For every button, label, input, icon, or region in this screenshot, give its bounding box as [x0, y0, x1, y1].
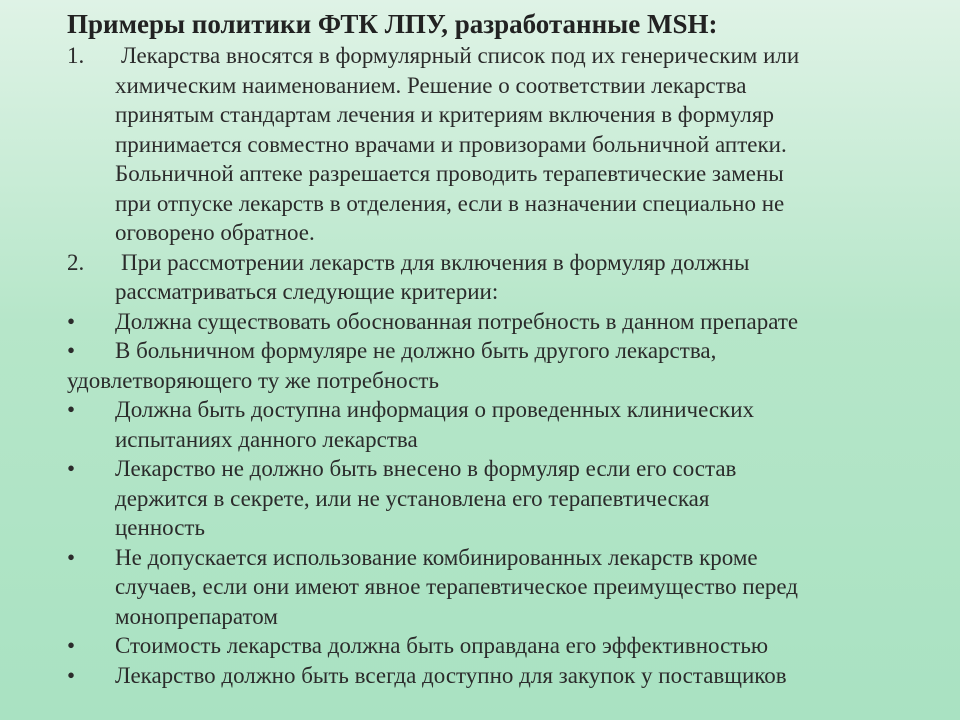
bullet-item [67, 336, 946, 395]
bullet-icon: • [67, 662, 76, 688]
bullet-line: удовлетворяющего ту же потребность [67, 367, 439, 393]
bullet-list [67, 307, 946, 691]
bullet-text: Должна существовать обоснованная потребность в данном препарате [115, 308, 799, 334]
numbered-item-1 [67, 41, 946, 248]
item-line: принимается совместно врачами и провизорами больничной аптеки. [115, 131, 787, 157]
bullet-icon: • [67, 456, 76, 481]
bullet-text: Не допускается использование комбинированных лекарств кроме [115, 544, 758, 570]
bullet-item [67, 543, 946, 632]
bullet-item [67, 395, 946, 454]
item-line: при отпуске лекарств в отделения, если в назначении специально не [115, 190, 785, 216]
bullet-item [67, 454, 946, 543]
bullet-text: Стоимость лекарства должна быть оправдана его эффективностью [115, 633, 769, 658]
bullet-line: случаев, если они имеют явное терапевтическое преимущество перед [115, 574, 799, 599]
bullet-icon: • [67, 633, 76, 658]
item-line: Больничной аптеке разрешается проводить терапевтические замены [115, 161, 784, 186]
bullet-text: Должна быть доступна информация о проведенных клинических [115, 397, 755, 422]
bullet-text: Лекарство не должно быть внесено в формуляр если его состав [115, 456, 737, 481]
item-number: 1. [67, 43, 85, 68]
bullet-item [67, 307, 946, 337]
numbered-item-2 [67, 248, 946, 307]
numbered-list [67, 41, 946, 307]
item-line: рассматриваться следующие критерии: [115, 279, 499, 304]
bullet-line: держится в секрете, или не установлена его терапевтическая [115, 485, 710, 511]
item-number: 2. [67, 249, 85, 275]
item-text [67, 41, 946, 71]
bullet-icon: • [67, 544, 76, 570]
bullet-line: ценность [115, 515, 205, 540]
bullet-item [67, 631, 946, 661]
item-line: химическим наименованием. Решение о соответствии лекарства [115, 72, 747, 98]
item-text [67, 248, 946, 278]
bullet-item [67, 661, 946, 691]
bullet-text: В больничном формуляре не должно быть другого лекарства, [115, 338, 717, 363]
item-line: Лекарства вносятся в формулярный список под их генерическим или [121, 43, 800, 68]
item-line: оговорено обратное. [115, 220, 315, 245]
bullet-line: монопрепаратом [115, 603, 278, 629]
slide-title: Примеры политики ФТК ЛПУ, разработанные MSH: [67, 9, 718, 39]
bullet-icon: • [67, 397, 76, 422]
bullet-icon: • [67, 338, 76, 363]
item-line: принятым стандартам лечения и критериям включения в формуляр [115, 102, 774, 127]
bullet-icon: • [67, 308, 76, 334]
item-line: При рассмотрении лекарств для включения в формуляр должны [121, 249, 750, 275]
bullet-text: Лекарство должно быть всегда доступно для закупок у поставщиков [115, 662, 787, 688]
bullet-line: испытаниях данного лекарства [115, 426, 418, 452]
